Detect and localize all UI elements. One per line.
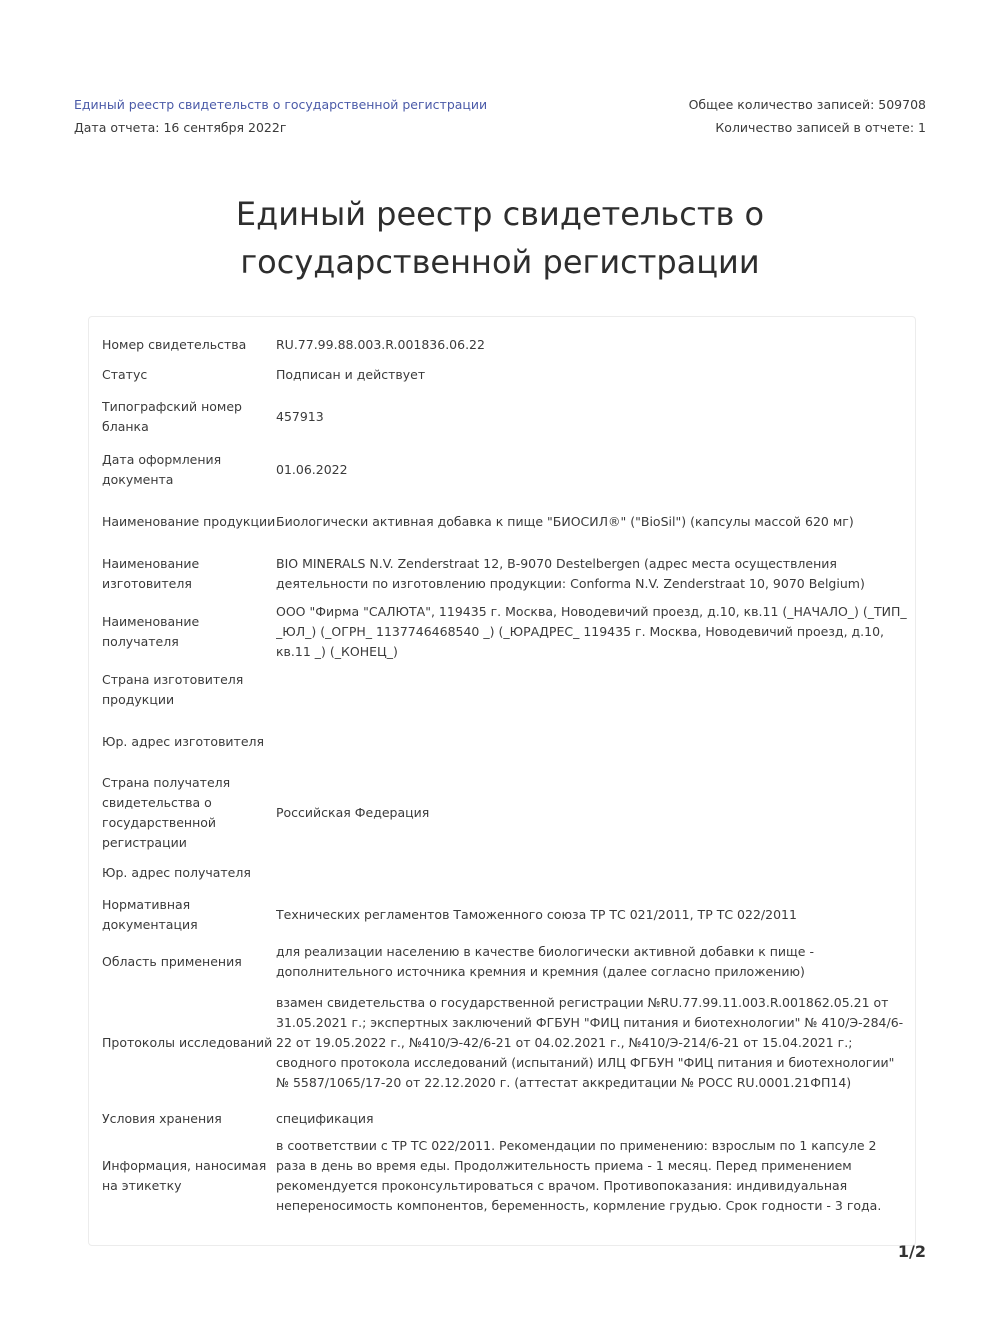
report-date: Дата отчета: 16 сентября 2022г bbox=[74, 120, 287, 135]
field-value: в соответствии с ТР ТС 022/2011. Рекомендации по применению: взрослым по 1 капсуле 2 раза в день во время еды. Продолжительность приема - 1 месяц. Перед применением рекомендуется проконсультироваться с врачом. Противопоказания: индивидуальная непереносимость компонентов, беременность, кормление грудью. Срок годности - 3 года. bbox=[276, 1138, 882, 1213]
field-form-number bbox=[102, 390, 914, 444]
field-label: Дата оформления документа bbox=[102, 452, 222, 487]
field-label: Страна получателя свидетельства о государственной регистрации bbox=[102, 775, 231, 850]
field-label: Условия хранения bbox=[102, 1111, 222, 1126]
field-value: Российская Федерация bbox=[276, 805, 430, 820]
field-label: Информация, наносимая на этикетку bbox=[102, 1158, 267, 1193]
field-recipient-address bbox=[102, 858, 914, 888]
registry-link[interactable]: Единый реестр свидетельств о государственной регистрации bbox=[74, 97, 488, 112]
field-label: Протоколы исследований bbox=[102, 1035, 273, 1050]
field-label: Номер свидетельства bbox=[102, 337, 247, 352]
field-label: Юр. адрес изготовителя bbox=[102, 734, 265, 749]
field-value: для реализации населению в качестве биологически активной добавки к пище - дополнительного источника кремния и кремния (далее согласно приложению) bbox=[276, 944, 814, 979]
record-fields bbox=[102, 330, 914, 1218]
field-value: 457913 bbox=[276, 409, 324, 424]
field-manufacturer bbox=[102, 548, 914, 600]
field-recipient-country bbox=[102, 768, 914, 858]
field-value: 01.06.2022 bbox=[276, 462, 348, 477]
field-value: взамен свидетельства о государственной регистрации №RU.77.99.11.003.R.001862.05.21 от 31.05.2021 г.; экспертных заключений ФГБУН "ФИЦ питания и биотехнологии" № 410/Э-284/6-22 от 19.05.2022 г., №410/Э-42/6-21 от 04.02.2021 г., №410/Э-214/6-21 от 15.04.2021 г.; сводного протокола исследований (испытаний) ИЛЦ ФГБУН "ФИЦ питания и биотехнологии" № 5587/1065/17-20 от 22.12.2020 г. (аттестат аккредитации № РОСС RU.0001.21ФП14) bbox=[276, 995, 904, 1090]
field-label: Наименование продукции bbox=[102, 514, 276, 529]
field-value: ООО "Фирма "САЛЮТА", 119435 г. Москва, Новодевичий проезд, д.10, кв.11 (_НАЧАЛО_) (_ТИП_ _ЮЛ_) (_ОГРН_ 1137746468540 _) (_ЮРАДРЕС_ 119435 г. Москва, Новодевичий проезд, д.10, кв.11 _) (_КОНЕЦ_) bbox=[276, 604, 907, 659]
field-recipient bbox=[102, 600, 914, 664]
field-value: Технических регламентов Таможенного союза ТР ТС 021/2011, ТР ТС 022/2011 bbox=[276, 907, 797, 922]
field-label: Юр. адрес получателя bbox=[102, 865, 251, 880]
field-regulatory-docs bbox=[102, 888, 914, 942]
total-records: Общее количество записей: 509708 bbox=[688, 97, 926, 112]
field-value: RU.77.99.88.003.R.001836.06.22 bbox=[276, 337, 485, 352]
page-number: 1/2 bbox=[897, 1242, 926, 1261]
report-header-left bbox=[74, 93, 487, 139]
field-certificate-number bbox=[102, 330, 914, 360]
report-header-right bbox=[689, 93, 926, 139]
field-label: Типографский номер бланка bbox=[102, 399, 242, 434]
field-label: Наименование изготовителя bbox=[102, 556, 200, 591]
field-status bbox=[102, 360, 914, 390]
field-manufacturer-country bbox=[102, 664, 914, 716]
document-title: Единый реестр свидетельств о государственной регистрации bbox=[235, 195, 765, 281]
field-label: Нормативная документация bbox=[102, 897, 198, 932]
field-test-protocols bbox=[102, 982, 914, 1104]
field-label: Область применения bbox=[102, 954, 242, 969]
field-storage-conditions bbox=[102, 1104, 914, 1134]
field-value: BIO MINERALS N.V. Zenderstraat 12, B-9070 Destelbergen (адрес места осуществления деятельности по изготовлению продукции: Conforma N.V. Zenderstraat 10, 9070 Belgium) bbox=[276, 556, 865, 591]
field-issue-date bbox=[102, 444, 914, 496]
field-label-info bbox=[102, 1134, 914, 1218]
records-in-report: Количество записей в отчете: 1 bbox=[715, 120, 926, 135]
field-label: Статус bbox=[102, 367, 148, 382]
field-label: Наименование получателя bbox=[102, 614, 200, 649]
field-product-name bbox=[102, 496, 914, 548]
field-manufacturer-address bbox=[102, 716, 914, 768]
field-value: Биологически активная добавка к пище "БИОСИЛ®" ("BioSil") (капсулы массой 620 мг) bbox=[276, 514, 854, 529]
field-value: Подписан и действует bbox=[276, 367, 426, 382]
field-scope bbox=[102, 942, 914, 982]
field-value: спецификация bbox=[276, 1111, 374, 1126]
field-label: Страна изготовителя продукции bbox=[102, 672, 244, 707]
